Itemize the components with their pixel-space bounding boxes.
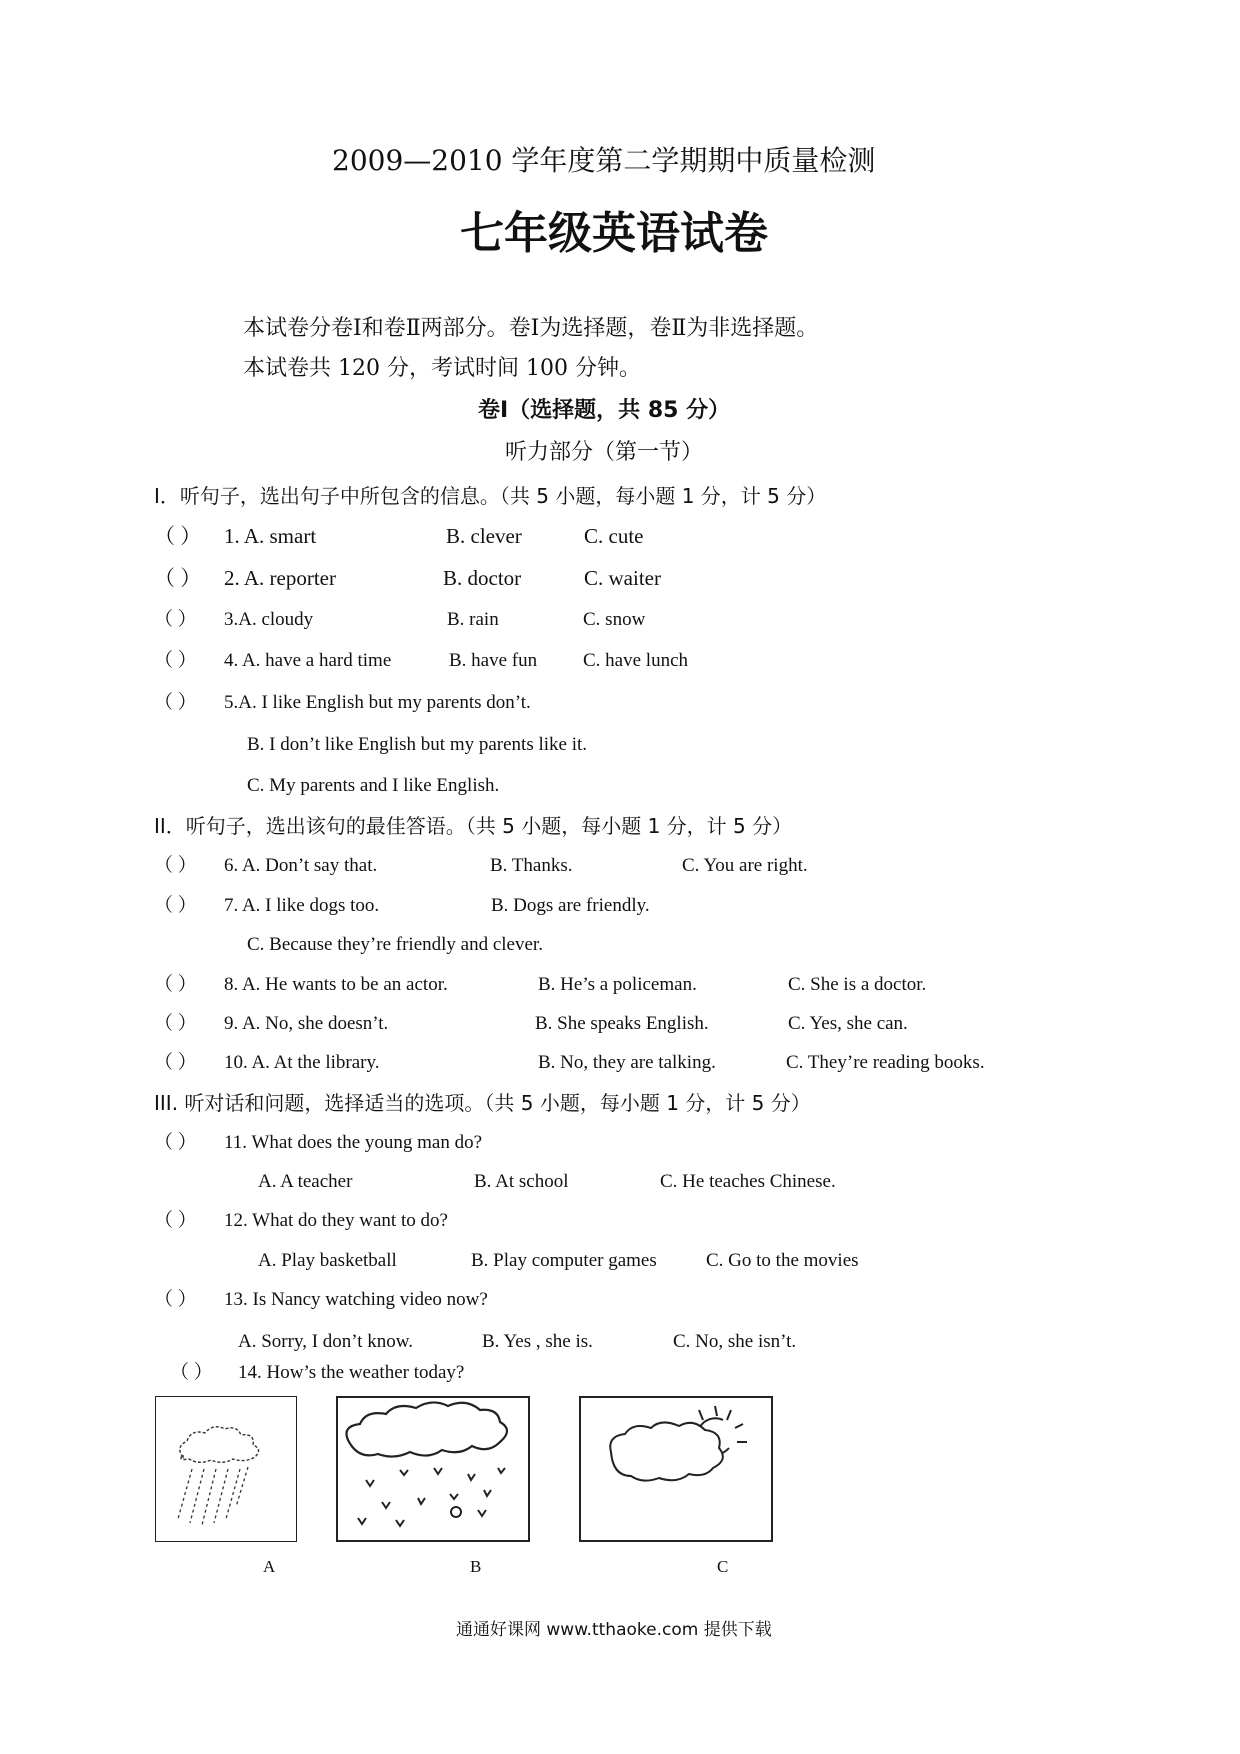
listening-title: 听力部分（第一节） xyxy=(505,440,704,465)
q2-option-c: C. waiter xyxy=(584,566,661,590)
picture-c-label: C xyxy=(717,1557,729,1576)
q3-option-b: B. rain xyxy=(447,609,499,630)
answer-bracket[interactable]: （ ） xyxy=(154,1289,197,1310)
picture-a[interactable] xyxy=(155,1396,297,1542)
answer-bracket[interactable]: （ ） xyxy=(154,1052,197,1073)
q7-option-b: B. Dogs are friendly. xyxy=(491,895,650,916)
q3-option-a: 3.A. cloudy xyxy=(224,609,314,630)
q3-option-c: C. snow xyxy=(583,609,646,630)
q11-stem: 11. What does the young man do? xyxy=(224,1132,483,1153)
intro-line-2: 本试卷共 120 分，考试时间 100 分钟。 xyxy=(243,356,641,381)
rain-cloud-icon xyxy=(156,1397,295,1540)
q2-option-b: B. doctor xyxy=(443,566,522,590)
answer-bracket[interactable]: （ ） xyxy=(154,974,197,995)
q5-option-c: C. My parents and I like English. xyxy=(247,775,500,796)
q13-option-c: C. No, she isn’t. xyxy=(673,1331,797,1352)
q6-option-c: C. You are right. xyxy=(682,855,808,876)
picture-c[interactable] xyxy=(579,1396,773,1542)
q11-option-c: C. He teaches Chinese. xyxy=(660,1171,836,1192)
q9-option-b: B. She speaks English. xyxy=(535,1013,709,1034)
q11-option-b: B. At school xyxy=(474,1171,569,1192)
q1-option-a: 1. A. smart xyxy=(224,524,317,548)
q1-option-b: B. clever xyxy=(446,524,522,548)
answer-bracket[interactable]: （ ） xyxy=(154,524,202,548)
q13-stem: 13. Is Nancy watching video now? xyxy=(224,1289,488,1310)
q13-option-b: B. Yes , she is. xyxy=(482,1331,593,1352)
snow-cloud-icon xyxy=(338,1398,528,1540)
q1-option-c: C. cute xyxy=(584,524,644,548)
answer-bracket[interactable]: （ ） xyxy=(154,609,197,630)
q6-option-b: B. Thanks. xyxy=(490,855,573,876)
q8-option-c: C. She is a doctor. xyxy=(788,974,927,995)
q7-option-a: 7. A. I like dogs too. xyxy=(224,895,380,916)
footer-source: 通通好课网 www.tthaoke.com 提供下载 xyxy=(456,1620,772,1640)
picture-b[interactable] xyxy=(336,1396,530,1542)
answer-bracket[interactable]: （ ） xyxy=(154,566,202,590)
q5-option-a: 5.A. I like English but my parents don’t. xyxy=(224,692,531,713)
q10-option-a: 10. A. At the library. xyxy=(224,1052,380,1073)
answer-bracket[interactable]: （ ） xyxy=(154,1210,197,1231)
sun-cloud-icon xyxy=(581,1398,771,1540)
q9-option-c: C. Yes, she can. xyxy=(788,1013,908,1034)
q7-option-c: C. Because they’re friendly and clever. xyxy=(247,934,543,955)
section-3-heading: III. 听对话和问题，选择适当的选项。（共 5 小题，每小题 1 分，计 5 分） xyxy=(154,1091,811,1115)
q13-option-a: A. Sorry, I don’t know. xyxy=(238,1331,414,1352)
answer-bracket[interactable]: （ ） xyxy=(154,855,197,876)
q4-option-b: B. have fun xyxy=(449,650,538,671)
picture-a-label: A xyxy=(263,1557,276,1576)
q12-option-a: A. Play basketball xyxy=(258,1250,397,1271)
q5-option-b: B. I don’t like English but my parents like it. xyxy=(247,734,588,755)
q8-option-a: 8. A. He wants to be an actor. xyxy=(224,974,448,995)
q12-option-b: B. Play computer games xyxy=(471,1250,657,1271)
answer-bracket[interactable]: （ ） xyxy=(154,895,197,916)
answer-bracket[interactable]: （ ） xyxy=(154,1013,197,1034)
q14-stem: 14. How’s the weather today? xyxy=(238,1362,465,1383)
q2-option-a: 2. A. reporter xyxy=(224,566,336,590)
q4-option-c: C. have lunch xyxy=(583,650,689,671)
q9-option-a: 9. A. No, she doesn’t. xyxy=(224,1013,389,1034)
section-1-heading: I．听句子，选出句子中所包含的信息。（共 5 小题，每小题 1 分，计 5 分） xyxy=(154,484,827,508)
q6-option-a: 6. A. Don’t say that. xyxy=(224,855,378,876)
answer-bracket[interactable]: （ ） xyxy=(170,1362,213,1383)
intro-line-1: 本试卷分卷Ⅰ和卷Ⅱ两部分。卷Ⅰ为选择题，卷Ⅱ为非选择题。 xyxy=(243,316,819,341)
q12-stem: 12. What do they want to do? xyxy=(224,1210,448,1231)
answer-bracket[interactable]: （ ） xyxy=(154,692,197,713)
q8-option-b: B. He’s a policeman. xyxy=(538,974,697,995)
answer-bracket[interactable]: （ ） xyxy=(154,1132,197,1153)
picture-b-label: B xyxy=(470,1557,482,1576)
q10-option-c: C. They’re reading books. xyxy=(786,1052,985,1073)
volume-title: 卷Ⅰ（选择题，共 85 分） xyxy=(478,398,731,423)
q10-option-b: B. No, they are talking. xyxy=(538,1052,716,1073)
exam-title: 七年级英语试卷 xyxy=(460,208,768,259)
q11-option-a: A. A teacher xyxy=(258,1171,353,1192)
q4-option-a: 4. A. have a hard time xyxy=(224,650,392,671)
q12-option-c: C. Go to the movies xyxy=(706,1250,859,1271)
term-title: 2009—2010 学年度第二学期期中质量检测 xyxy=(332,144,876,177)
section-2-heading: II．听句子，选出该句的最佳答语。（共 5 小题，每小题 1 分，计 5 分） xyxy=(154,814,793,838)
answer-bracket[interactable]: （ ） xyxy=(154,650,197,671)
